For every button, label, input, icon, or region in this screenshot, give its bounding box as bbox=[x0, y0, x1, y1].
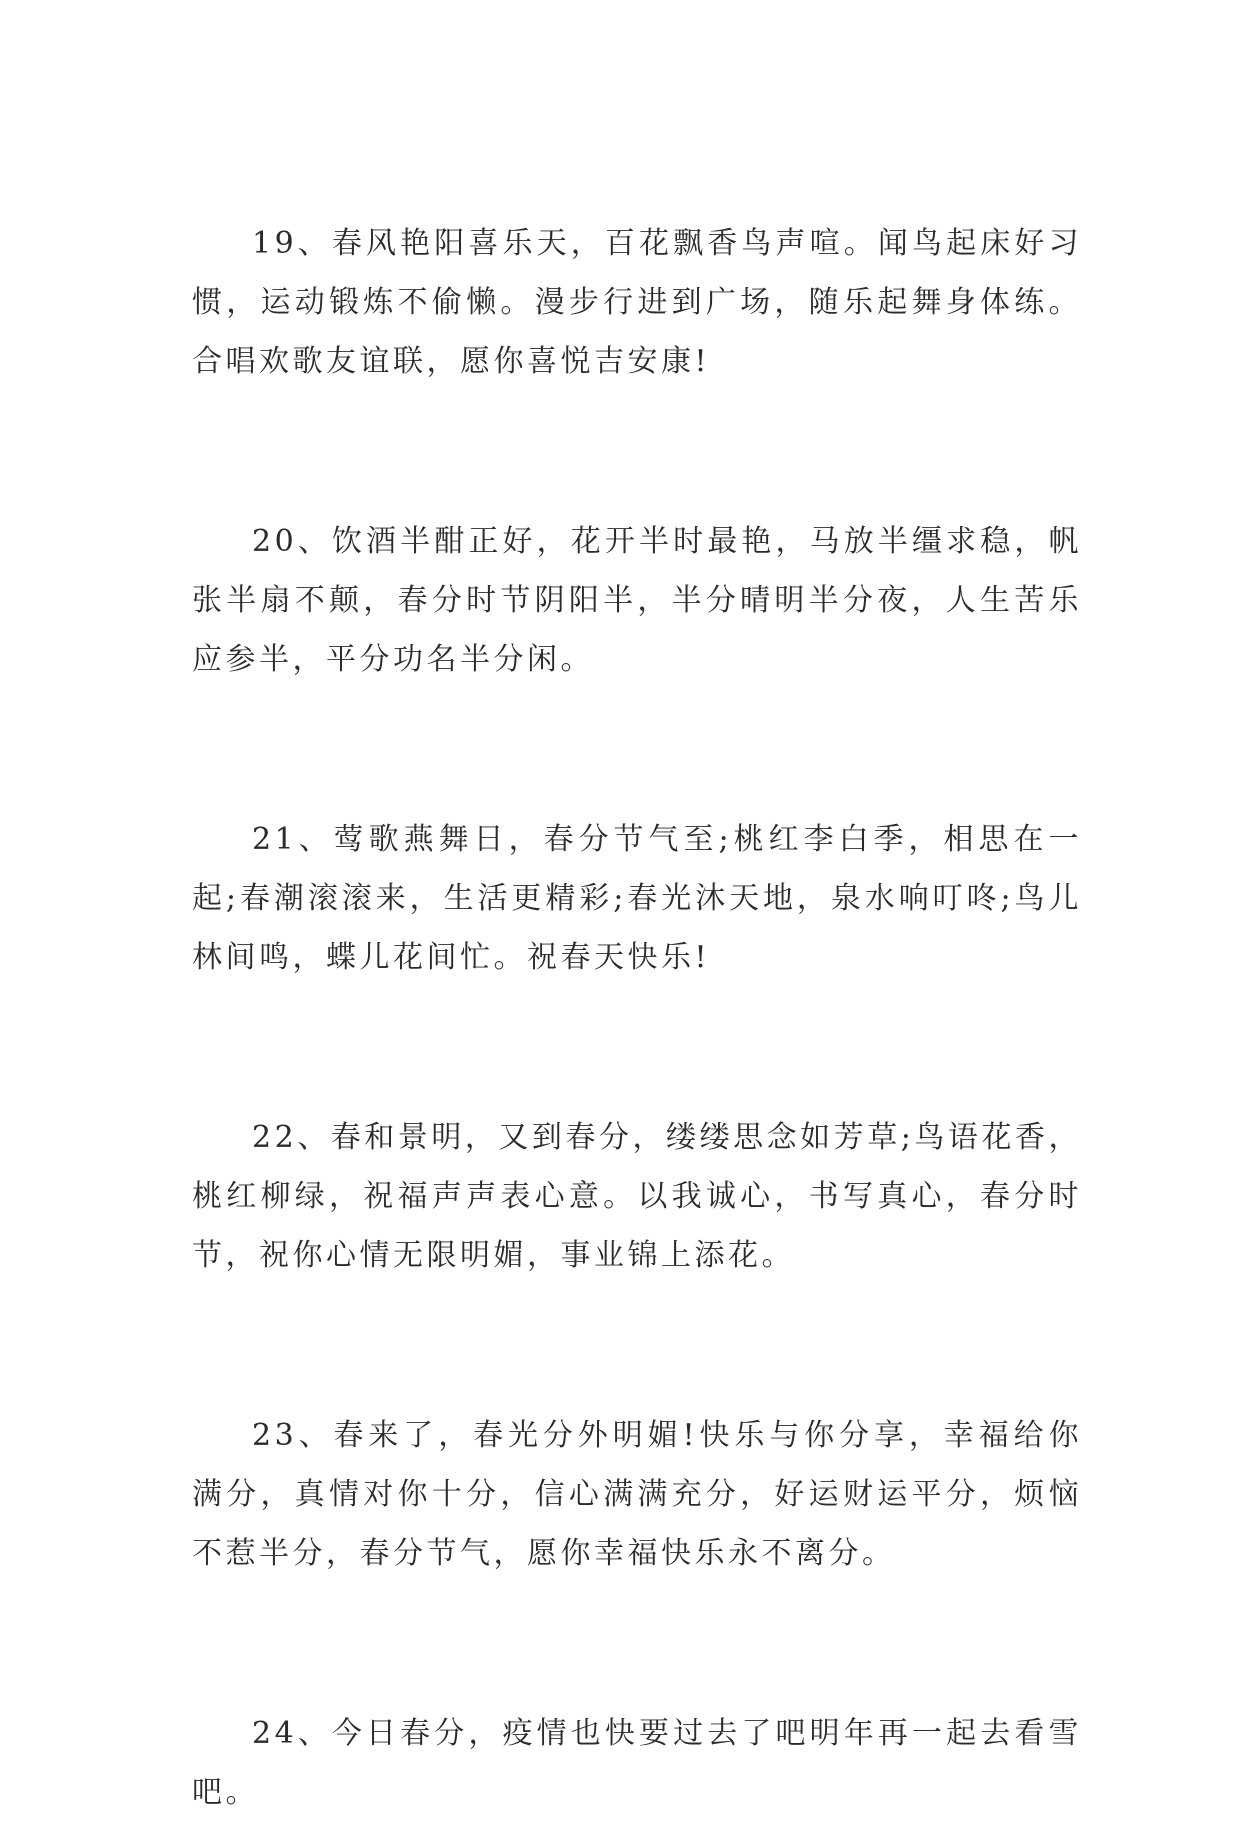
document-body bbox=[192, 214, 1082, 1822]
paragraph-22: 22、春和景明，又到春分，缕缕思念如芳草;鸟语花香，桃红柳绿，祝福声声表心意。以我诚心，书写真心，春分时节，祝你心情无限明媚，事业锦上添花。 bbox=[192, 1120, 1082, 1273]
paragraph-21: 21、莺歌燕舞日，春分节气至;桃红李白季，相思在一起;春潮滚滚来，生活更精彩;春光沐天地，泉水响叮咚;鸟儿林间鸣，蝶儿花间忙。祝春天快乐! bbox=[192, 822, 1082, 975]
paragraph-24: 24、今日春分，疫情也快要过去了吧明年再一起去看雪吧。 bbox=[192, 1716, 1082, 1810]
paragraph-19: 19、春风艳阳喜乐天，百花飘香鸟声喧。闻鸟起床好习惯，运动锻炼不偷懒。漫步行进到广场，随乐起舞身体练。合唱欢歌友谊联，愿你喜悦吉安康! bbox=[192, 226, 1082, 379]
paragraph-23: 23、春来了，春光分外明媚!快乐与你分享，幸福给你满分，真情对你十分，信心满满充分，好运财运平分，烦恼不惹半分，春分节气，愿你幸福快乐永不离分。 bbox=[192, 1418, 1082, 1571]
paragraph-20: 20、饮酒半酣正好，花开半时最艳，马放半缰求稳，帆张半扇不颠，春分时节阴阳半，半分晴明半分夜，人生苦乐应参半，平分功名半分闲。 bbox=[192, 524, 1082, 677]
